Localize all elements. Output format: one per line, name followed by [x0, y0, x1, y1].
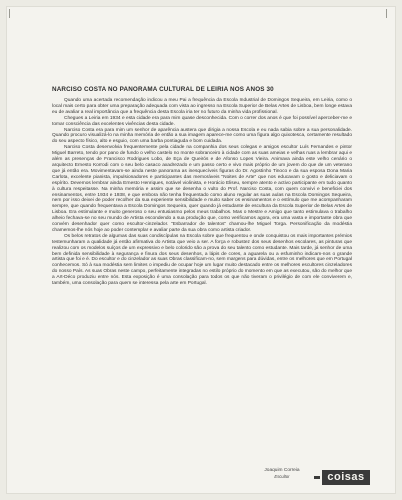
article-body — [52, 98, 352, 287]
author-role: Escultor — [274, 474, 290, 479]
brand-logo: coisas — [322, 470, 370, 485]
article-title: NARCISO COSTA NO PANORAMA CULTURAL DE LEIRIA NOS ANOS 30 — [52, 86, 274, 93]
paragraph: Chegues a Leiria em 1934 e esta cidade era para mim quase desconhecida. Com o correr dos anos é que foi possível aperceber-me e tomar consciência das excelentes vivências desta cidade. — [52, 115, 352, 127]
author-name: Joaquim Correia — [264, 468, 300, 473]
paragraph: Narciso Costa era para mim um senhor de aparência austera que dirigia a nossa Escola e eu nada sabia sobre a sua personalidade. Quando procuro visualizá-lo na minha memória de então a sua imagem aparece-me como uma figura algo quixotesca, certamente resultado do seu aspecto físico, alto e esguio, com uma barba pontiaguda e bom cuidada. — [52, 127, 352, 145]
signature-block — [252, 468, 312, 479]
paragraph: Quando uma acertada recomendação indicou a meu Pai a frequência da Escola Industrial de Domingos Sequeira, em Leiria, como o local mais certo para obter uma preparação adequada com vista ao ingresso na Escola Superior de Belas Artes de Lisboa, bem longe estava eu de avaliar a real importância que a frequência desta Escola iria ter no futuro da minha vida profissional. — [52, 98, 352, 115]
paragraph: Narciso Costa desenvolvia frequentemente pela cidade na companhia dos seus colegas e amigos escultor Luís Fernandes e pintor Miguel Barreto, tendo por pano de fundo o velho castelo no monte sobranceiro à cidade com as suas ameias e velhas ruas a lembrar aqui e além as presenças de Francisco Rodrigues Lobo, de Eça de Queirós e de Afonso Lopes Vieira. Animava ainda este velho cenário o arquitecto Ernesto Korrodi com o seu belo casaco axadrezado e um passo certo e vivo mais próprio de um jovem do que de um veterano que já então era. Movimentavam-se ainda neste panorama as inesquecíveis figuras do Dr. Agostinho Tinoco e da sua esposa Dona Maria Carlota, excelente pianista, impulsionadores e participantes das memoráveis "Noites de Arte" que nos educavam o gosto e deliciavam o espírito. Devemos lembrar ainda Ernesto Henriques, notável violinista, e Horácio Eliseu, sempre atento e activo participante em tudo quanto à cultura respeitasse. Na minha memória e assim que se desenha o vulto do Prof. Narciso Costa, com quem convivi e beneficiei dos ensinamentos, entre 1934 e 1938, e que embora não tenha frequentado como aluno regular as suas aulas na Escola Domingos Sequeira, nem por isso deixei de poder recolher da sua experiente sensibilidade e muito saber os ensinamentos e o estímulo que me acompanharam sempre, que quando frequentava a Escola Domingos Sequeira, quer quando já estudante de escultura da Escola Superior de Belas Artes de Lisboa. Era estimulante e muito generoso o seu entusiasmo pelos meus trabalhos. Mas o Mestre e Amigo que tanto estimulava o trabalho alheio fechava-se no seu mundo de Artista escondendo a sua produção que, como verificamos agora, era uma vasta e importante obra que convém desenhador quer como escultor-cinzelador. "Esbarrador de talentos" chamou-lhe Miguel Torga. Personificação da modéstia chamemos-lhe nós hoje ao poder contemplar e avaliar parte da sua obra como artista criador. — [52, 145, 352, 233]
crop-mark-left — [9, 9, 14, 18]
crop-mark-right — [386, 9, 391, 18]
paragraph: Os belos retratos de algumas das suas condiscípulas na Escola sobre que frequentou e onde conquistou os mais importantes prémios testemunharam a qualidade já então afirmativa do Artista que veio a ser. A força e robustez dos seus desenhos escolares, as pinturas que realizou com os modelos suíços de um expressivo e belo colorido são a prova do seu talento como estudante. Mais tarde, já senhor de uma bem definida sensibilidade à segurança e finura dos seus desenhos, a lápis de cores, a aguarela ou a esfuminho indicam-nos o grande artista que foi e é. Do escultor e do cinzelador as suas Obras classificam-no, sem margens para dúvidas, entre os melhores que em Portugal conhecemos. Só à sua modéstia sem limites o impediu de ocupar hoje um lugar muito destacado entre os melhores escultores cinzeladores do nosso País. As suas Obras neste campo, perfeitamente integradas no estilo próprio do momento em que as executou, são do melhor que a Art-Déco produziu entre nós. Esta exposição é uma consolação para todos os que não tiveram o privilégio de com ele conviverem e, também, uma consolação para quem se interessa pela arte em Portugal. — [52, 233, 352, 287]
